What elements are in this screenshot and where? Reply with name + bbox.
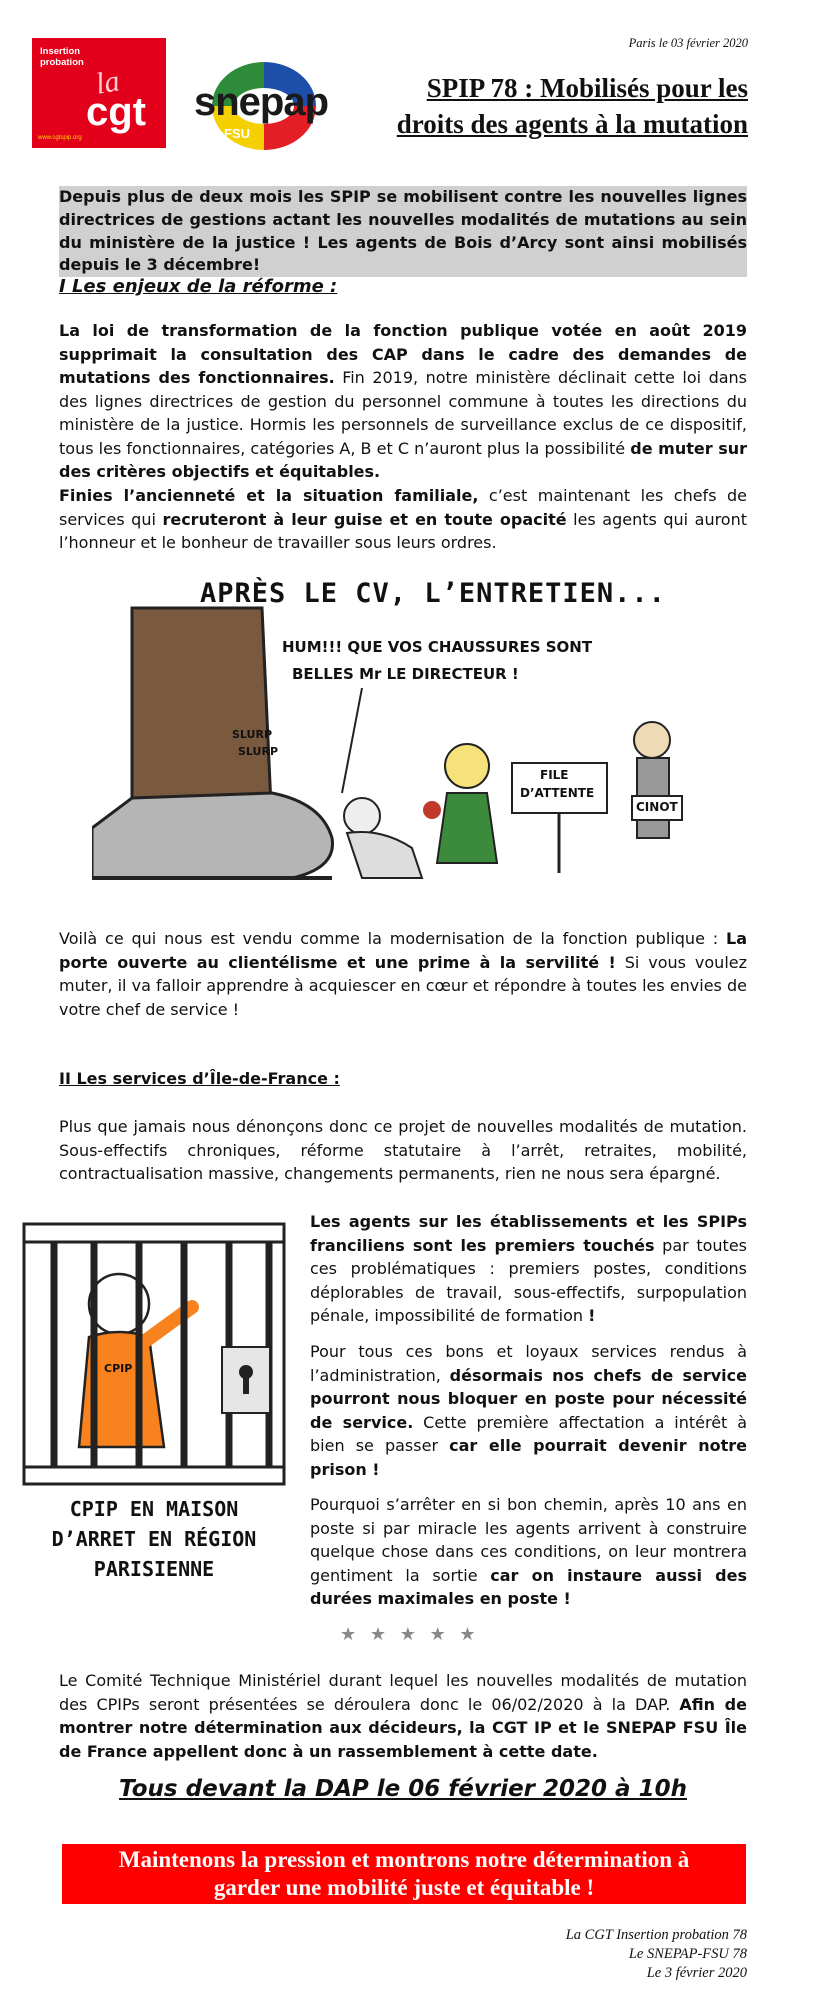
section-2-paragraph-4	[310, 1493, 747, 1611]
call-to-action: Tous devant la DAP le 06 février 2020 à 10h	[119, 1776, 687, 1802]
snepap-logo	[194, 58, 334, 154]
final-bold: Afin de montrer notre détermination aux décideurs, la CGT IP et le SNEPAP FSU Île de France appellent donc à un rassemblement à cette date.	[59, 1694, 747, 1761]
section-2-paragraph-1	[59, 1115, 747, 1186]
cartoon-shoe-licking	[92, 578, 688, 896]
section-2-paragraph-2	[310, 1210, 747, 1328]
section-2-p4-bold: car on instaure aussi des durées maximales en poste !	[310, 1565, 747, 1608]
page-title-line-1: SPIP 78 : Mobilisés pour les	[426, 73, 748, 103]
section-2-p3-bold-1: désormais nos chefs de service pourront nous bloquer en poste pour nécessité de service.	[310, 1365, 747, 1432]
star-separator: ★ ★ ★ ★ ★	[340, 1624, 480, 1645]
clientelism-bold: La porte ouverte au clientélisme et une prime à la servilité !	[59, 929, 747, 972]
cartoon-shoe-drawing	[92, 578, 688, 896]
section-2-p3-text-1: Pour tous ces bons et loyaux services rendus à l’administration,	[310, 1342, 747, 1385]
cartoon-1-speech-2: BELLES Mr LE DIRECTEUR !	[292, 665, 519, 683]
signature	[566, 1926, 747, 1983]
p2-text-2: les agents qui auront l’honneur et le bonheur de travailler sous leurs ordres.	[59, 509, 748, 552]
section-2-p2-text: par toutes ces problématiques : premiers postes, conditions déplorables de travail, sous-effectifs, surpopulation pénale, impossibilité de formation	[310, 1235, 747, 1325]
section-2-p3-bold-2: car elle pourrait devenir notre prison !	[310, 1436, 748, 1479]
cartoon-2-caption-2: D’ARRET EN RÉGION	[51, 1527, 257, 1551]
snepap-wordmark: snepap	[194, 80, 329, 124]
section-2-p3-text-2: Cette première affectation a intérêt à bien se passer	[310, 1412, 747, 1455]
cartoon-1-caption: APRÈS LE CV, L’ENTRETIEN...	[200, 578, 666, 609]
cartoon-prisoner	[14, 1212, 294, 1598]
section-1-paragraph-2	[59, 484, 747, 555]
cartoon-2-caption-3: PARISIENNE	[93, 1557, 215, 1581]
red-banner-line-2: garder une mobilité juste et équitable !	[213, 1875, 595, 1900]
paragraph-clientelism	[59, 927, 747, 1021]
cartoon-1-sign-file-2: D’ATTENTE	[520, 786, 595, 800]
cgt-logo-url: www.cgtspip.org	[38, 135, 82, 141]
clientelism-text-2: Si vous voulez muter, il va falloir apprendre à acquiescer en cœur et répondre à toutes les envies de votre chef de service !	[59, 952, 748, 1019]
section-2-p2-bold: Les agents sur les établissements et les SPIPs franciliens sont les premiers touchés	[310, 1212, 747, 1255]
p1-bold: La loi de transformation de la fonction publique votée en août 2019 supprimait la consultation des CAP dans le cadre des demandes de mutations des fonctionnaires.	[59, 321, 747, 387]
section-1-paragraph-1	[59, 319, 747, 484]
section-2-paragraph-3	[310, 1340, 747, 1481]
page-title	[328, 70, 748, 142]
section-2-p4-text: Pourquoi s’arrêter en si bon chemin, après 10 ans en poste si par miracle les agents arrivent à construire quelque chose dans ces conditions, on leur montrera gentiment la sortie	[310, 1495, 747, 1585]
date-line: Paris le 03 février 2020	[628, 36, 748, 50]
p1-bold-end: de muter sur des critères objectifs et équitables.	[59, 438, 747, 481]
section-1-heading: I Les enjeux de la réforme :	[59, 276, 338, 297]
cartoon-2-shirt-label: CPIP	[104, 1362, 133, 1375]
cgt-logo-wordmark: cgt	[86, 90, 146, 134]
cartoon-1-speech-1: HUM!!! QUE VOS CHAUSSURES SONT	[282, 638, 593, 656]
cgt-logo-la: la	[93, 64, 122, 101]
intro-box	[59, 186, 747, 277]
signature-line-2: Le SNEPAP-FSU 78	[628, 1946, 747, 1962]
p2-bold-2: recruteront à leur guise et en toute opacité	[162, 509, 567, 529]
section-2-p1-text: Plus que jamais nous dénonçons donc ce projet de nouvelles modalités de mutation. Sous-effectifs chroniques, réforme statutaire à l’arrêt, retraites, mobilité, contractualisation massive, changements permanents, rien ne nous sera épargné.	[59, 1117, 747, 1183]
cgt-logo	[32, 38, 166, 148]
cartoon-2-caption-1: CPIP EN MAISON	[69, 1497, 239, 1521]
cartoon-1-sign-right: CINOT	[636, 800, 678, 814]
cartoon-1-slurp-1: SLURP	[232, 728, 273, 741]
intro-text: Depuis plus de deux mois les SPIP se mobilisent contre les nouvelles lignes directrices de gestions actant les nouvelles modalités de mutations au sein du ministère de la justice ! Les agents de Bois d’Arcy sont ainsi mobilisés depuis le 3 décembre!	[59, 187, 747, 275]
signature-line-1: La CGT Insertion probation 78	[565, 1927, 747, 1943]
red-banner-line-1: Maintenons la pression et montrons notre détermination à	[118, 1847, 690, 1872]
cartoon-1-sign-file-1: FILE	[540, 768, 569, 782]
final-text: Le Comité Technique Ministériel durant lequel les nouvelles modalités de mutation des CPIPs seront présentées se déroulera donc le 06/02/2020 à la DAP.	[59, 1671, 747, 1714]
p2-text-1: c’est maintenant les chefs de services qui	[59, 486, 748, 529]
cartoon-1-slurp-2: SLURP	[238, 745, 279, 758]
page-title-line-2: droits des agents à la mutation	[396, 109, 748, 139]
p1-text: Fin 2019, notre ministère déclinait cette loi dans des lignes directrices de gestion du personnel commune à toutes les directions du ministère de la justice. Hormis les personnels de surveillance exclus de ce dispositif, tous les fonctionnaires, catégories A, B et C n’auront plus la possibilité	[59, 368, 748, 458]
snepap-fsu: FSU	[224, 126, 250, 141]
p2-bold-1: Finies l’ancienneté et la situation familiale,	[59, 486, 479, 505]
cartoon-2-caption	[14, 1494, 294, 1584]
cgt-logo-text: probation	[40, 57, 84, 68]
signature-line-3: Le 3 février 2020	[646, 1965, 747, 1981]
clientelism-text-1: Voilà ce qui nous est vendu comme la modernisation de la fonction publique :	[59, 929, 726, 948]
cgt-logo-text: Insertion	[40, 46, 81, 57]
red-banner	[62, 1844, 746, 1904]
section-2-heading: II Les services d’Île-de-France :	[59, 1069, 340, 1088]
section-2-p2-end: !	[588, 1306, 596, 1325]
final-paragraph	[59, 1669, 747, 1763]
